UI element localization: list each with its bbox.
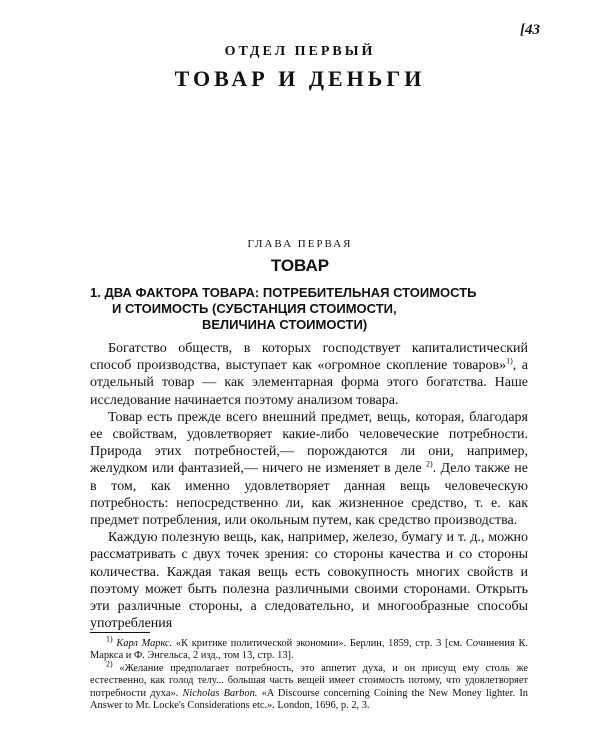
footnote-2-author: Nicholas Barbon. bbox=[182, 687, 258, 699]
footnotes bbox=[90, 634, 528, 712]
paragraph-2 bbox=[90, 409, 528, 529]
paragraph-1 bbox=[90, 340, 528, 409]
paragraph-1-text-b: , а отдельный товар — как элементарная форма этого богатства. Наше исследование начинается поэтому анализом товара. bbox=[90, 358, 528, 408]
footnote-2-mark: 2) bbox=[106, 659, 113, 669]
footnote-2 bbox=[90, 659, 528, 713]
part-title: ТОВАР И ДЕНЬГИ bbox=[174, 66, 426, 91]
paragraph-2-text-a: Товар есть прежде всего внешний предмет, вещь, которая, благодаря ее свойствам, удовлетворяет какие-либо человеческие потребности. Природа этих потребностей,— порождаются ли они, например, желудком или фантазией,— ничего не изменяет в деле bbox=[90, 409, 528, 477]
chapter-label: ГЛАВА ПЕРВАЯ bbox=[247, 238, 353, 250]
paragraph-3: Каждую полезную вещь, как, например, железо, бумагу и т. д., можно рассматривать с двух точек зрения: со стороны качества и со стороны количества. Каждая такая вещь есть совокупность многих свойств и поэтому может быть полезна различными своими сторонами. Открыть эти различные стороны, а следовательно, и многообразные способы употребления bbox=[90, 530, 528, 632]
footnote-rule bbox=[90, 632, 150, 633]
section-title-line-3: ВЕЛИЧИНА СТОИМОСТИ) bbox=[202, 317, 368, 332]
body-text bbox=[90, 340, 528, 632]
footnote-ref-2: 2) bbox=[425, 459, 433, 469]
paragraph-2-text-b: . Дело также не в том, как именно удовлетворяет данная вещь человеческую потребность: непосредственно ли, как жизненное средство, т. е. как предмет потребления, или окольным путем, как средство производства. bbox=[90, 461, 529, 529]
section-title-line-1: 1. ДВА ФАКТОРА ТОВАРА: ПОТРЕБИТЕЛЬНАЯ СТОИМОСТЬ bbox=[90, 285, 477, 300]
footnote-1 bbox=[90, 634, 528, 663]
footnote-1-text: «К критике политической экономии». Берлин, 1859, стр. 3 [см. Сочинения К. Маркса и Ф. Энгельса, 2 изд., том 13, стр. 13]. bbox=[90, 638, 528, 662]
footnote-1-author: Карл Маркс. bbox=[116, 638, 173, 649]
part-label: ОТДЕЛ ПЕРВЫЙ bbox=[224, 44, 376, 59]
footnote-2-text: «Желание предполагает потребность, это аппетит духа, и он присущ ему столь же естественно, как голод телу... большая часть вещей имеет стоимость потому, что удовлетворяет потребности духа». bbox=[90, 662, 528, 699]
section-title-line-2: И СТОИМОСТЬ (СУБСТАНЦИЯ СТОИМОСТИ, bbox=[112, 301, 397, 316]
footnote-ref-1: 1) bbox=[506, 356, 513, 366]
footnote-1-mark: 1) bbox=[106, 634, 113, 644]
chapter-title: ТОВАР bbox=[270, 256, 330, 275]
paragraph-1-text-a: Богатство обществ, в которых господствует капиталистический способ производства, выступает как «огромное скопление товаров» bbox=[90, 341, 528, 374]
footnote-2-text-2: «A Discourse concerning Coining the New Money lighter. In Answer to Mr. Locke's Considerations etc.». London, 1696, p. 2, 3. bbox=[90, 687, 528, 712]
section-title bbox=[90, 285, 528, 333]
page-number: [43 bbox=[520, 22, 540, 38]
